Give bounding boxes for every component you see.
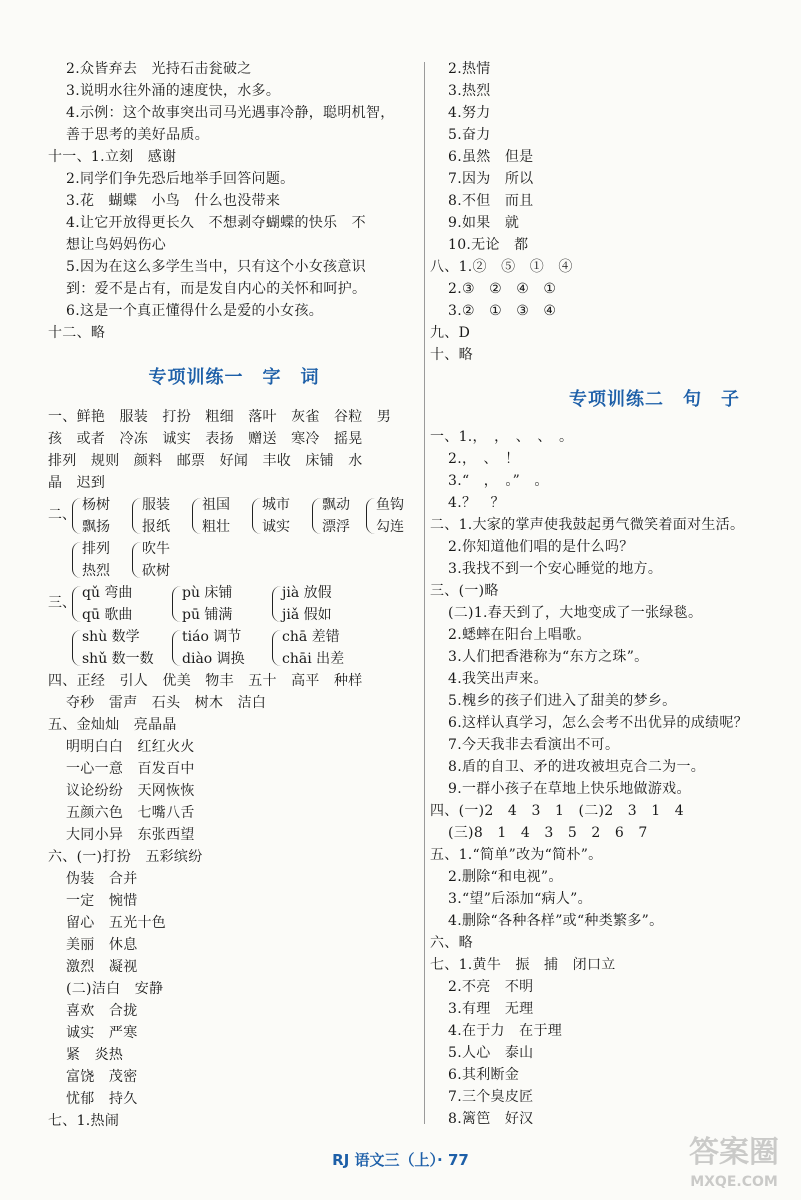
watermark-url: MXQE.COM — [690, 1174, 778, 1190]
answer-line: 6.虽然 但是 — [448, 149, 534, 165]
answer-line: 4.在于力 在于理 — [448, 1023, 563, 1039]
pinyin-word: tiáo 调节 — [182, 629, 242, 645]
answer-line: 5.槐乡的孩子们进入了甜美的梦乡。 — [448, 693, 677, 709]
answer-line: 5.奋力 — [448, 127, 491, 143]
pinyin-pair-group — [48, 626, 420, 670]
answer-line: 7.今天我非去看演出不可。 — [448, 737, 620, 753]
answer-line: 3.“望”后添加“病人”。 — [448, 891, 592, 907]
brace — [132, 542, 141, 578]
word: 漂浮 — [322, 519, 350, 535]
answer-line: 伪装 合并 — [66, 871, 138, 887]
brace — [366, 498, 375, 534]
answer-line: 留心 五光十色 — [66, 915, 167, 931]
answer-line: 8.篱笆 好汉 — [448, 1111, 534, 1127]
section-label: 二、 — [48, 507, 76, 523]
answer-line: 九、D — [430, 325, 471, 341]
word: 城市 — [262, 497, 290, 513]
pinyin-word: jiǎ 假如 — [282, 607, 332, 623]
answer-line: 一、鲜艳 服装 打扮 粗细 落叶 灰雀 谷粒 男 — [48, 409, 392, 425]
answer-line: 明明白白 红红火火 — [66, 739, 195, 755]
brace — [72, 498, 81, 534]
brace — [272, 586, 281, 622]
answer-line: 夺秒 雷声 石头 树木 洁白 — [66, 695, 267, 711]
word: 飘动 — [322, 497, 350, 513]
answer-line: 4.努力 — [448, 105, 491, 121]
heading-special-training-2: 专项训练二 句 子 — [569, 389, 740, 410]
right-column — [430, 58, 760, 1130]
answer-line: 3.花 蝴蝶 小鸟 什么也没带来 — [66, 193, 281, 209]
pinyin-word: pù 床铺 — [182, 585, 233, 601]
answer-line: (二)1.春天到了，大地变成了一张绿毯。 — [448, 605, 703, 621]
column-divider — [424, 62, 425, 1124]
answer-line: 4.让它开放得更长久 不想剥夺蝴蝶的快乐 不 — [66, 215, 366, 231]
pinyin-word: chāi 出差 — [282, 651, 345, 667]
answer-line: 六、(一)打扮 五彩缤纷 — [48, 849, 203, 865]
section-label: 三、 — [48, 595, 76, 611]
answer-line: 8.盾的自卫、矛的进攻被坦克合二为一。 — [448, 759, 706, 775]
answer-line: 7.三个臭皮匠 — [448, 1089, 534, 1105]
answer-line: 七、1.热闹 — [48, 1113, 120, 1129]
answer-line: 8.不但 而且 — [448, 193, 534, 209]
answer-line: 4.？ ？ — [448, 495, 505, 511]
pinyin-word: chā 差错 — [282, 629, 340, 645]
word: 杨树 — [82, 497, 110, 513]
answer-line: 善于思考的美好品质。 — [66, 127, 209, 143]
pinyin-word: qū 歌曲 — [82, 607, 133, 623]
answer-line: 大同小异 东张西望 — [66, 827, 195, 843]
answer-line: 七、1.黄牛 振 捕 闭口立 — [430, 957, 616, 973]
pinyin-word: diào 调换 — [182, 651, 245, 667]
watermark-text: 答案圈 — [689, 1135, 779, 1170]
watermark-logo — [674, 1124, 794, 1196]
answer-line: 一定 惋惜 — [66, 893, 138, 909]
answer-line: 一心一意 百发百中 — [66, 761, 195, 777]
answer-line: 到：爱不是占有，而是发自内心的关怀和呵护。 — [66, 281, 367, 297]
answer-line: 四、(一)2 4 3 1 (二)2 3 1 4 — [430, 803, 685, 819]
word: 诚实 — [262, 519, 290, 535]
answer-line: 6.这是一个真正懂得什么是爱的小女孩。 — [66, 303, 324, 319]
answer-line: 忧郁 持久 — [66, 1091, 138, 1107]
answer-line: 10.无论 都 — [448, 237, 529, 253]
answer-line: 三、(一)略 — [430, 583, 499, 599]
word: 粗壮 — [202, 519, 230, 535]
answer-line: 2.热情 — [448, 61, 491, 77]
answer-line: 3.人们把香港称为“东方之珠”。 — [448, 649, 649, 665]
answer-line: 诚实 严寒 — [66, 1025, 138, 1041]
answer-line: 孩 或者 冷冻 诚实 表扬 赠送 寒冷 摇晃 — [48, 431, 363, 447]
answer-line: 富饶 茂密 — [66, 1069, 138, 1085]
answer-line: 2.不亮 不明 — [448, 979, 534, 995]
answer-line: 2.， 、 ！ — [448, 451, 520, 467]
word: 飘扬 — [82, 519, 110, 535]
section-11-line: 十一、1.立刻 感谢 — [48, 149, 177, 165]
answer-line: 2.众皆弃去 光持石击瓮破之 — [66, 61, 252, 77]
answer-line: 3.我找不到一个安心睡觉的地方。 — [448, 561, 663, 577]
brace — [72, 542, 81, 578]
heading-special-training-1: 专项训练一 字 词 — [148, 367, 320, 388]
answer-line: 四、正经 引人 优美 物丰 五十 高平 种样 — [48, 673, 363, 689]
word: 鱼钩 — [376, 497, 404, 513]
word: 报纸 — [142, 519, 170, 535]
answer-line: 八、1.② ⑤ ① ④ — [430, 259, 573, 275]
answer-line: 想让鸟妈妈伤心 — [66, 237, 167, 253]
answer-line: 紧 炎热 — [66, 1047, 124, 1063]
pinyin-word: shǔ 数一数 — [82, 651, 154, 667]
answer-line: (二)洁白 安静 — [66, 981, 164, 997]
pinyin-word: jià 放假 — [282, 585, 332, 601]
answer-line: 晶 迟到 — [48, 475, 106, 491]
word-pair-group — [48, 494, 420, 538]
answer-line: 2.你知道他们唱的是什么吗？ — [448, 539, 634, 555]
answer-line: 3.说明水往外涌的速度快，水多。 — [66, 83, 281, 99]
answer-line: 5.人心 泰山 — [448, 1045, 534, 1061]
brace — [172, 586, 181, 622]
answer-line: 2.同学们争先恐后地举手回答问题。 — [66, 171, 295, 187]
page-footer: RJ 语文三（上）· 77 — [332, 1151, 469, 1169]
word: 吹牛 — [142, 541, 170, 557]
answer-line: 3.有理 无理 — [448, 1001, 534, 1017]
word: 勾连 — [376, 519, 404, 535]
section-12-line: 十二、略 — [48, 325, 106, 341]
answer-line: 9.一群小孩子在草地上快乐地做游戏。 — [448, 781, 691, 797]
pinyin-word: qǔ 弯曲 — [82, 585, 133, 601]
answer-line: 4.示例：这个故事突出司马光遇事冷静，聪明机智， — [66, 105, 395, 121]
answer-line: 一、1.， ， 、 、 。 — [430, 429, 574, 445]
word: 祖国 — [202, 497, 230, 513]
answer-line: 3.热烈 — [448, 83, 491, 99]
answer-line: 6.这样认真学习，怎么会考不出优异的成绩呢？ — [448, 715, 748, 731]
pinyin-pair-group — [48, 582, 420, 626]
word: 热烈 — [82, 563, 110, 579]
answer-line: 五颜六色 七嘴八舌 — [66, 805, 195, 821]
answer-line: 十、略 — [430, 347, 473, 363]
answer-line: 2.蟋蟀在阳台上唱歌。 — [448, 627, 591, 643]
answer-line: 五、金灿灿 亮晶晶 — [48, 717, 177, 733]
word: 服装 — [142, 497, 170, 513]
answer-line: 4.删除“各种各样”或“种类繁多”。 — [448, 913, 664, 929]
pinyin-word: pū 铺满 — [182, 607, 233, 623]
answer-line: 喜欢 合拢 — [66, 1003, 138, 1019]
answer-line: 4.我笑出声来。 — [448, 671, 548, 687]
brace — [132, 498, 141, 534]
word: 排列 — [82, 541, 110, 557]
answer-line: 3.② ① ③ ④ — [448, 303, 557, 319]
brace — [252, 498, 261, 534]
word-pair-group — [48, 538, 420, 582]
left-column — [48, 58, 420, 1132]
answer-line: 二、1.大家的掌声使我鼓起勇气微笑着面对生活。 — [430, 517, 745, 533]
answer-line: 3.“ ， 。” 。 — [448, 473, 549, 489]
answer-line: 9.如果 就 — [448, 215, 520, 231]
answer-line: 议论纷纷 天网恢恢 — [66, 783, 195, 799]
brace — [172, 630, 181, 666]
brace — [72, 586, 81, 622]
answer-line: 2.删除“和电视”。 — [448, 869, 563, 885]
pinyin-word: shù 数学 — [82, 629, 140, 645]
answer-line: 美丽 休息 — [66, 937, 138, 953]
answer-line: (三)8 1 4 3 5 2 6 7 — [448, 825, 648, 841]
answer-line: 激烈 凝视 — [66, 959, 138, 975]
answer-line: 5.因为在这么多学生当中，只有这个小女孩意识 — [66, 259, 366, 275]
brace — [192, 498, 201, 534]
brace — [272, 630, 281, 666]
brace — [312, 498, 321, 534]
brace — [72, 630, 81, 666]
answer-line: 7.因为 所以 — [448, 171, 534, 187]
answer-line: 五、1.“简单”改为“简朴”。 — [430, 847, 603, 863]
answer-line: 6.其利断金 — [448, 1067, 520, 1083]
answer-line: 排列 规则 颜料 邮票 好闻 丰收 床铺 水 — [48, 453, 363, 469]
answer-line: 六、略 — [430, 935, 473, 951]
answer-line: 2.③ ② ④ ① — [448, 281, 557, 297]
word: 砍树 — [142, 563, 170, 579]
